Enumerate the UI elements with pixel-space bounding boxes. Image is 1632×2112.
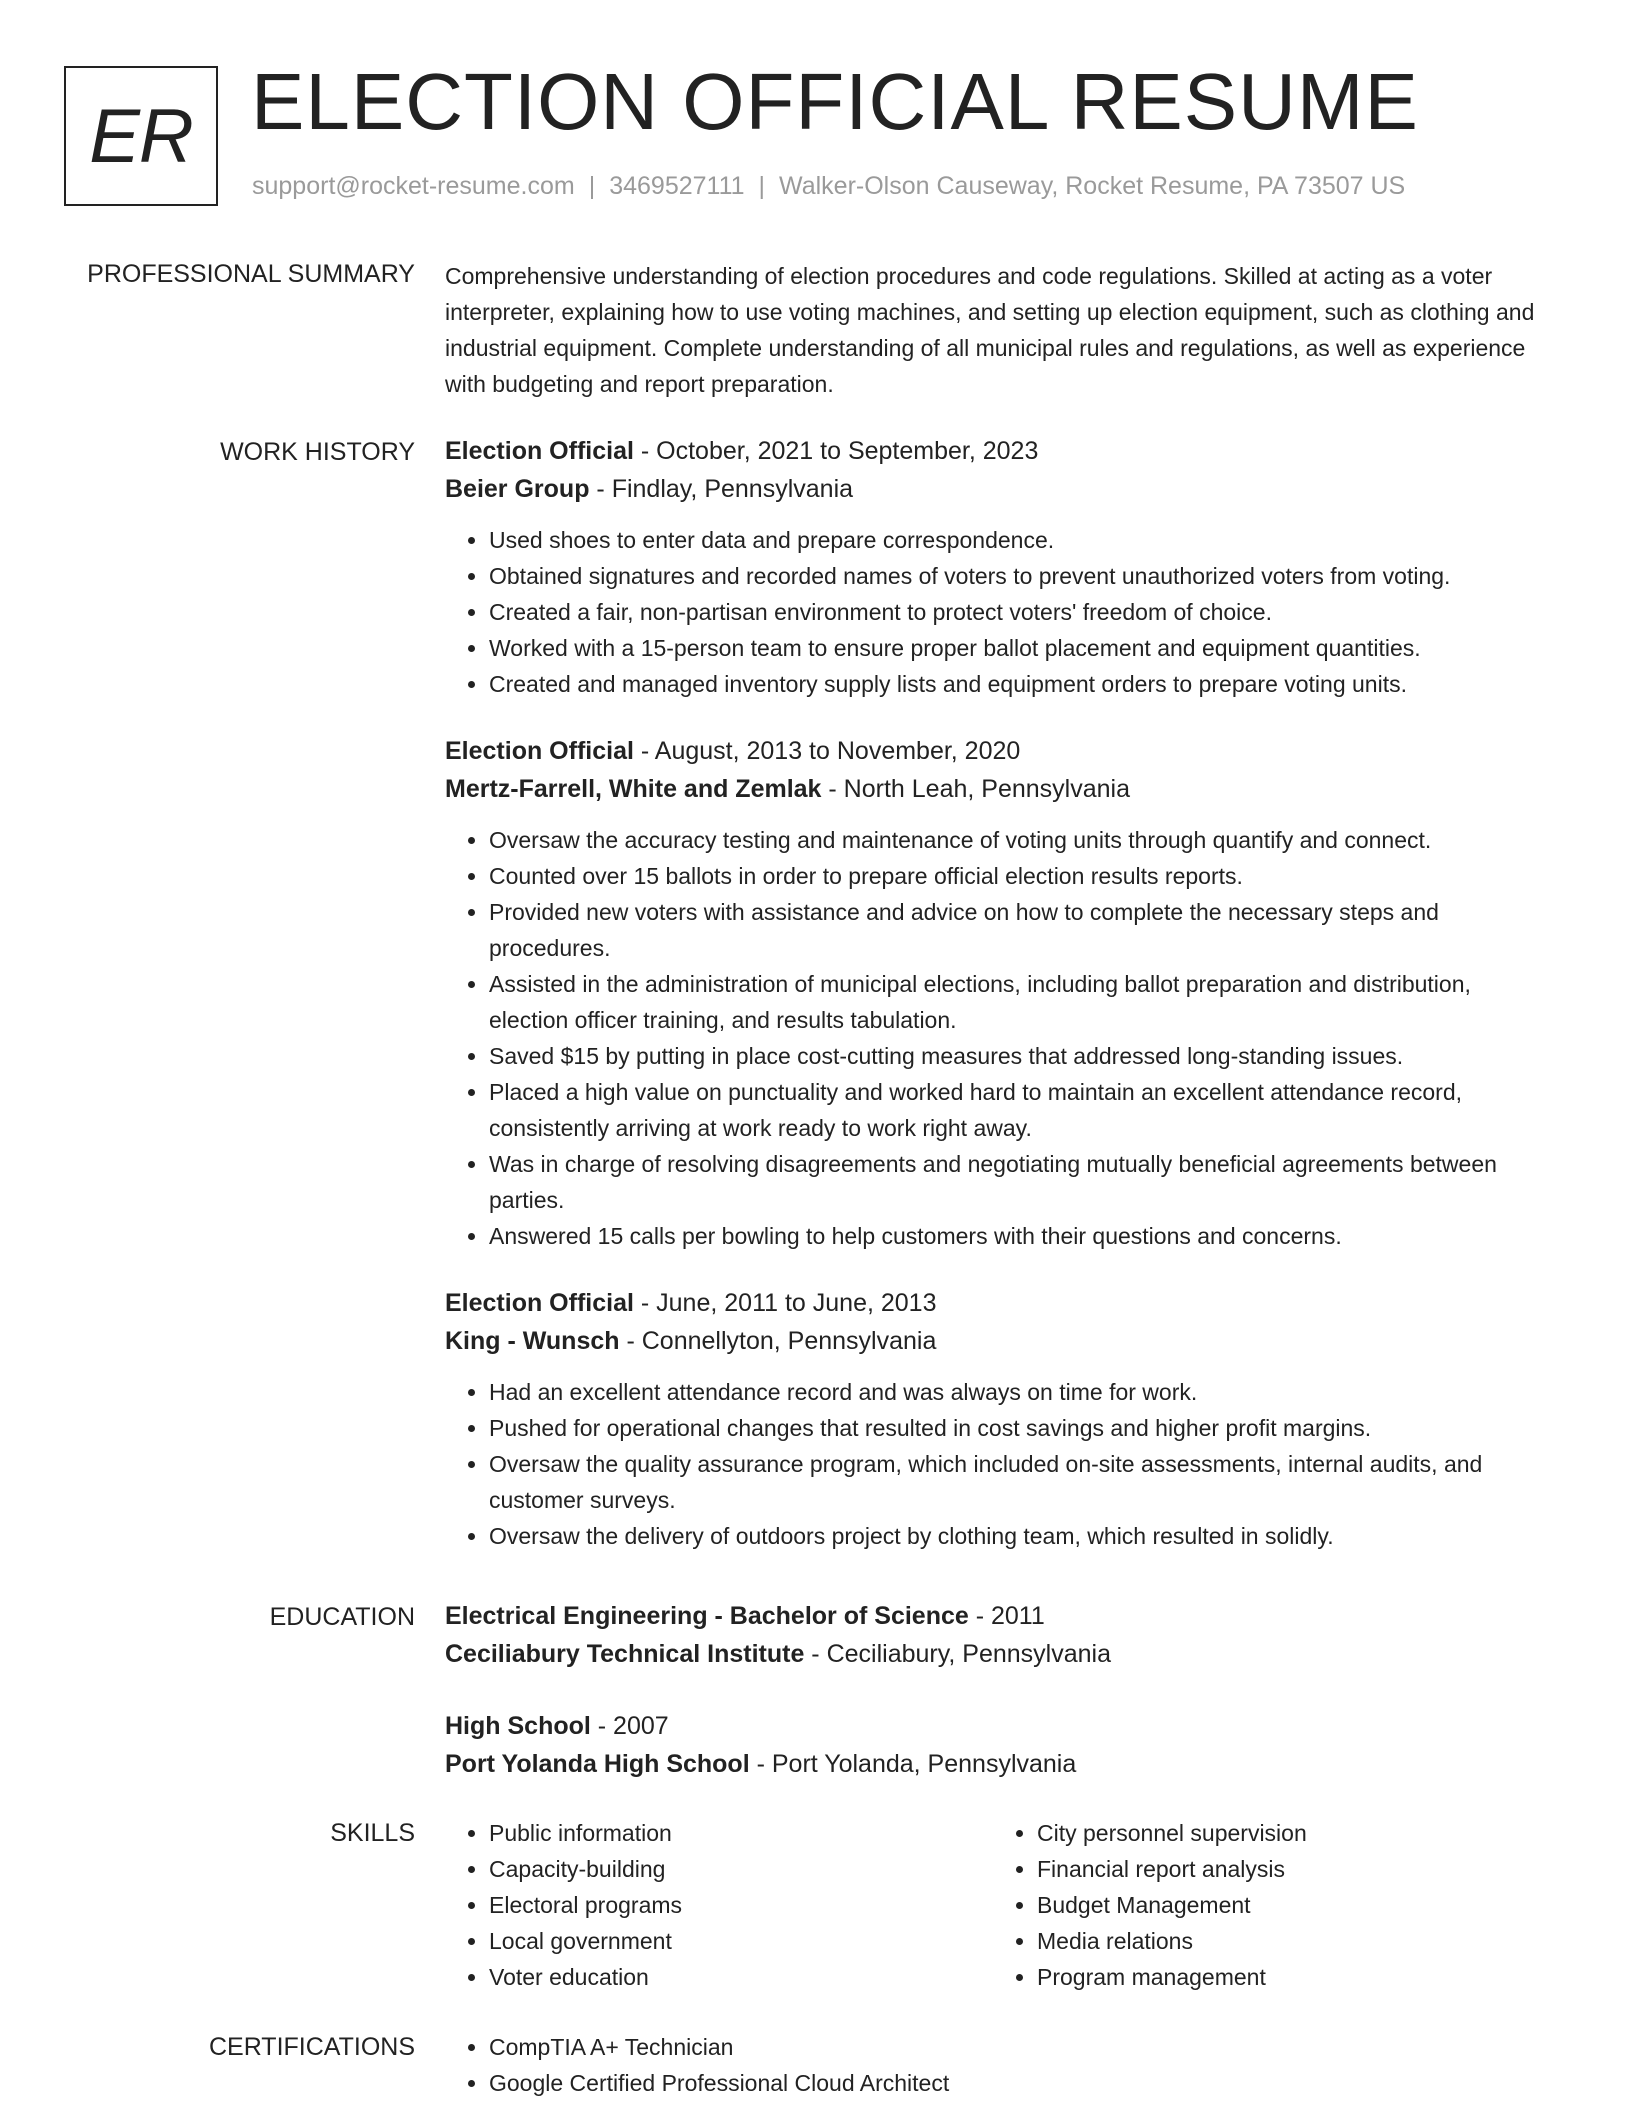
education-entry: [445, 1707, 1555, 1783]
education-school-line: [445, 1745, 1555, 1783]
job-dates: - October, 2021 to September, 2023: [633, 437, 1039, 465]
job-title-line: [445, 1284, 1555, 1322]
contact-separator: |: [588, 172, 596, 200]
job-bullets: [445, 822, 1555, 1254]
job-title: Election Official: [445, 437, 634, 465]
summary-body: [445, 258, 1555, 402]
contact-phone[interactable]: 3469527111: [609, 172, 745, 200]
certification-item: • Google Certified Professional Cloud Architect: [489, 2065, 1555, 2101]
skill-item: • Electoral programs: [489, 1887, 993, 1923]
job-bullet: • Created a fair, non-partisan environment to protect voters' freedom of choice.: [489, 594, 1555, 630]
job-bullet: • Counted over 15 ballots in order to prepare official election results reports.: [489, 858, 1555, 894]
education-entry: [445, 1597, 1555, 1673]
job-bullet: • Answered 15 calls per bowling to help customers with their questions and concerns.: [489, 1218, 1555, 1254]
work-history-body: [445, 432, 1555, 1584]
skills-list-right: [993, 1815, 1541, 1995]
section-label-summary: PROFESSIONAL SUMMARY: [87, 260, 415, 288]
contact-email[interactable]: support@rocket-resume.com: [252, 172, 575, 200]
job-bullet: • Provided new voters with assistance and advice on how to complete the necessary steps and procedures.: [489, 894, 1555, 966]
education-year: - 2007: [590, 1712, 669, 1740]
education-degree-line: [445, 1707, 1555, 1745]
job-bullets: [445, 1374, 1555, 1554]
skill-item: • City personnel supervision: [1037, 1815, 1541, 1851]
section-label-certifications: CERTIFICATIONS: [208, 2033, 415, 2061]
job-entry: [445, 732, 1555, 1254]
education-school: Ceciliabury Technical Institute: [445, 1640, 805, 1668]
education-school: Port Yolanda High School: [445, 1750, 750, 1778]
job-bullet: • Was in charge of resolving disagreements and negotiating mutually beneficial agreements between parties.: [489, 1146, 1555, 1218]
certification-item: • CompTIA A+ Technician: [489, 2029, 1555, 2065]
job-title-line: [445, 732, 1555, 770]
education-location: - Port Yolanda, Pennsylvania: [749, 1750, 1077, 1778]
job-bullet: • Assisted in the administration of municipal elections, including ballot preparation and distribution, election officer training, and results tabulation.: [489, 966, 1555, 1038]
job-bullet: • Saved $15 by putting in place cost-cutting measures that addressed long-standing issues.: [489, 1038, 1555, 1074]
job-company: Mertz-Farrell, White and Zemlak: [445, 775, 822, 803]
education-year: - 2011: [968, 1602, 1045, 1630]
skill-item: • Financial report analysis: [1037, 1851, 1541, 1887]
skill-item: • Media relations: [1037, 1923, 1541, 1959]
job-dates: - August, 2013 to November, 2020: [633, 737, 1021, 765]
job-company-line: [445, 1322, 1555, 1360]
education-school-line: [445, 1635, 1555, 1673]
job-bullet: • Oversaw the delivery of outdoors project by clothing team, which resulted in solidly.: [489, 1518, 1555, 1554]
job-bullet: • Placed a high value on punctuality and worked hard to maintain an excellent attendance record, consistently arriving at work ready to work right away.: [489, 1074, 1555, 1146]
skill-item: • Budget Management: [1037, 1887, 1541, 1923]
job-bullet: • Obtained signatures and recorded names of voters to prevent unauthorized voters from voting.: [489, 558, 1555, 594]
job-bullet: • Created and managed inventory supply lists and equipment orders to prepare voting units.: [489, 666, 1555, 702]
job-bullet: • Had an excellent attendance record and was always on time for work.: [489, 1374, 1555, 1410]
contact-line: [252, 172, 1405, 201]
job-location: - Findlay, Pennsylvania: [589, 475, 854, 503]
education-degree-line: [445, 1597, 1555, 1635]
page-title: ELECTION OFFICIAL RESUME: [251, 57, 1419, 146]
job-bullet: • Oversaw the accuracy testing and maintenance of voting units through quantify and connect.: [489, 822, 1555, 858]
summary-text: Comprehensive understanding of election procedures and code regulations. Skilled at acting as a voter interpreter, explaining how to use voting machines, and setting up election equipment, such as clothing and industrial equipment. Complete understanding of all municipal rules and regulations, as well as experience with budgeting and report preparation.: [445, 263, 1535, 397]
job-title-line: [445, 432, 1555, 470]
job-title: Election Official: [445, 737, 634, 765]
job-company-line: [445, 770, 1555, 808]
skill-item: • Local government: [489, 1923, 993, 1959]
education-degree: Electrical Engineering - Bachelor of Science: [445, 1602, 969, 1630]
job-entry: [445, 1284, 1555, 1554]
section-label-skills: SKILLS: [330, 1819, 415, 1847]
job-bullet: • Pushed for operational changes that resulted in cost savings and higher profit margins.: [489, 1410, 1555, 1446]
skill-item: • Voter education: [489, 1959, 993, 1995]
monogram-text: ER: [89, 93, 193, 179]
job-bullets: [445, 522, 1555, 702]
job-location: - North Leah, Pennsylvania: [821, 775, 1130, 803]
section-label-work-history: WORK HISTORY: [220, 438, 415, 466]
contact-address: Walker-Olson Causeway, Rocket Resume, PA 73507 US: [779, 172, 1406, 200]
skill-item: • Program management: [1037, 1959, 1541, 1995]
skills-body: [445, 1815, 1555, 1995]
job-location: - Connellyton, Pennsylvania: [619, 1327, 937, 1355]
job-company-line: [445, 470, 1555, 508]
certifications-body: [445, 2029, 1555, 2101]
certifications-list: [445, 2029, 1555, 2101]
job-bullet: • Oversaw the quality assurance program, which included on-site assessments, internal audits, and customer surveys.: [489, 1446, 1555, 1518]
skill-item: • Public information: [489, 1815, 993, 1851]
education-body: [445, 1597, 1555, 1817]
job-dates: - June, 2011 to June, 2013: [633, 1289, 937, 1317]
job-bullet: • Used shoes to enter data and prepare correspondence.: [489, 522, 1555, 558]
skill-item: • Capacity-building: [489, 1851, 993, 1887]
job-title: Election Official: [445, 1289, 634, 1317]
job-company: Beier Group: [445, 475, 590, 503]
education-location: - Ceciliabury, Pennsylvania: [804, 1640, 1111, 1668]
job-entry: [445, 432, 1555, 702]
skills-list-left: [445, 1815, 993, 1995]
section-label-education: EDUCATION: [269, 1603, 415, 1631]
contact-separator: |: [758, 172, 766, 200]
education-degree: High School: [445, 1712, 591, 1740]
job-company: King - Wunsch: [445, 1327, 620, 1355]
job-bullet: • Worked with a 15-person team to ensure proper ballot placement and equipment quantities.: [489, 630, 1555, 666]
monogram-logo: [64, 66, 218, 206]
